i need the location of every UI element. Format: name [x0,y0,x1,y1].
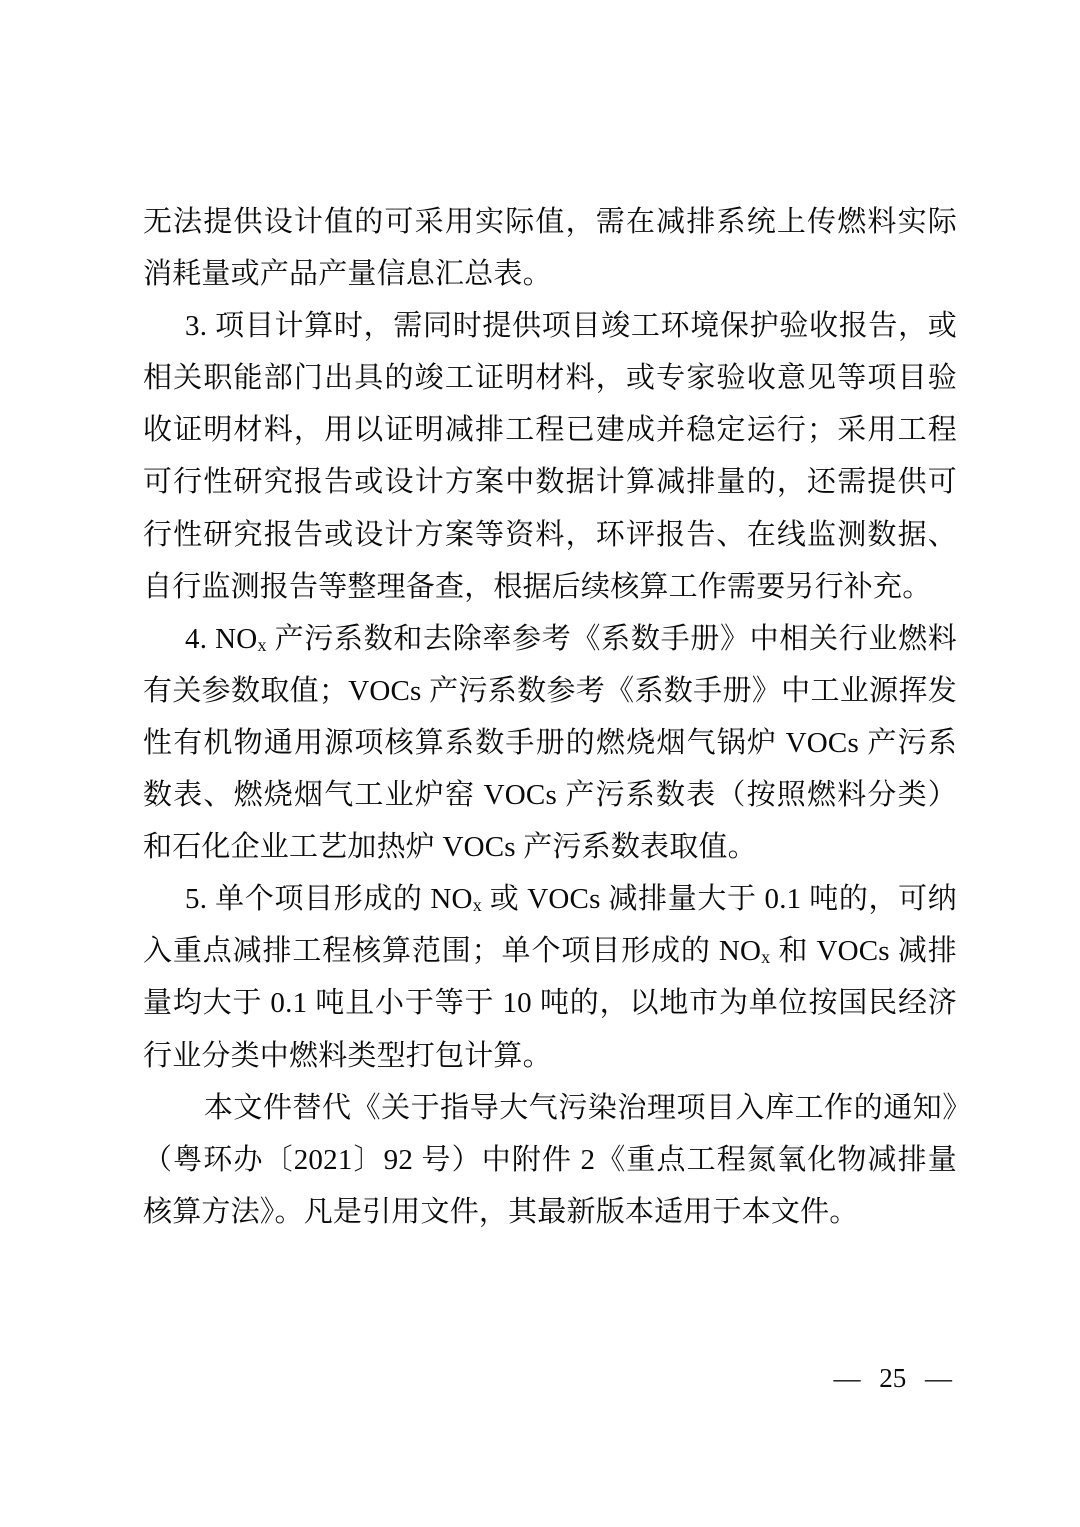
item5-text-rest: 和 VOCs 减排量均大于 0.1 吨且小于等于 10 吨的，以地市为单位按国民经济行业分类中燃料类型打包计算。 [143,935,957,1072]
item5-text-mid: 或 VOCs 减排量大于 0.1 吨的，可纳入重点减排工程核算范围；单个项目形成的 NO [143,883,957,968]
item5-text-lead: 5. 单个项目形成的 NO [185,883,473,916]
paragraph-item-5 [143,873,957,1081]
nox-subscript: x [257,634,267,655]
paragraph-item-3: 3. 项目计算时，需同时提供项目竣工环境保护验收报告，或相关职能部门出具的竣工证明材料，或专家验收意见等项目验收证明材料，用以证明减排工程已建成并稳定运行；采用工程可行性研究报告或设计方案中数据计算减排量的，还需提供可行性研究报告或设计方案等资料，环评报告、在线监测数据、自行监测报告等整理备查，根据后续核算工作需要另行补充。 [143,310,957,603]
page-footer [834,1360,953,1396]
nox-subscript: x [472,895,482,916]
item4-text-lead: 4. NO [185,622,258,655]
document-body [143,196,957,1238]
nox-subscript: x [761,947,771,968]
paragraph-continuation: 无法提供设计值的可采用实际值，需在减排系统上传燃料实际消耗量或产品产量信息汇总表。 [143,206,957,291]
item4-text-rest: 产污系数和去除率参考《系数手册》中相关行业燃料有关参数取值；VOCs 产污系数参考《系数手册》中工业源挥发性有机物通用源项核算系数手册的燃烧烟气锅炉 VOCs 产污系数表、燃烧烟气工业炉窑 VOCs 产污系数表（按照燃料分类）和石化企业工艺加热炉 VOCs 产污系数表取值。 [143,622,957,864]
paragraph-item-4 [143,613,957,873]
page-number: — 25 — [833,1363,952,1393]
paragraph-replacement-note: 本文件替代《关于指导大气污染治理项目入库工作的通知》（粤环办〔2021〕92 号）中附件 2《重点工程氮氧化物减排量核算方法》。凡是引用文件，其最新版本适用于本文件。 [143,1091,957,1228]
